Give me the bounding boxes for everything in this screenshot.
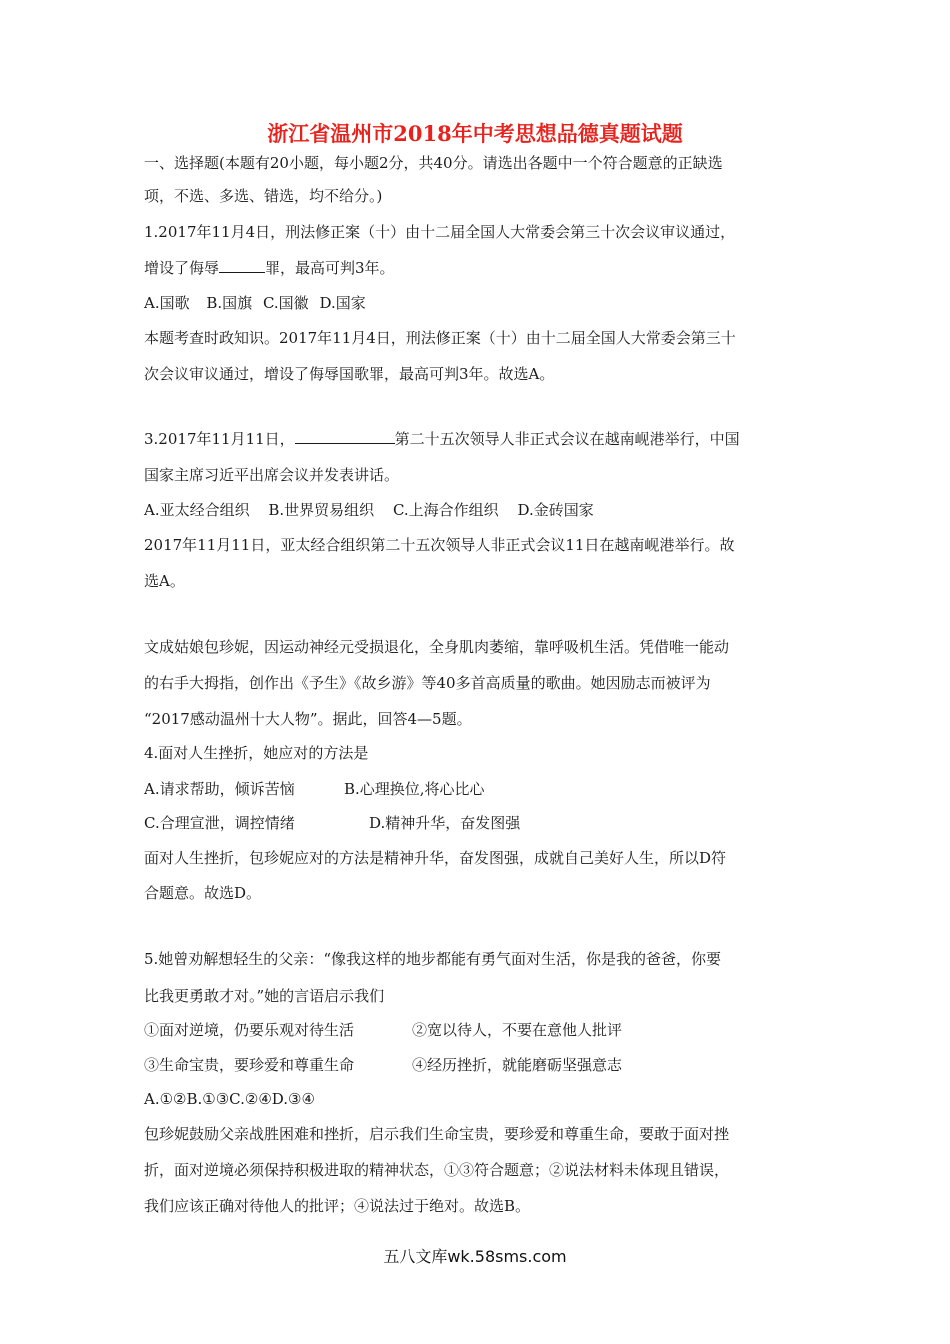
q4-explanation-line-2: 合题意。故选D。 xyxy=(144,884,262,902)
q3-option-c: C.上海合作组织 xyxy=(392,501,499,519)
q1-explanation-line-1: 本题考查时政知识。2017年11月4日，刑法修正案（十）由十二届全国人大常委会第三十 xyxy=(144,329,736,347)
material-line-2: 的右手大拇指，创作出《予生》《故乡游》等40多首高质量的歌曲。她因励志而被评为 xyxy=(144,674,711,692)
q4-options-row-2 xyxy=(144,813,520,833)
q1-stem-line-1: 1.2017年11月4日，刑法修正案（十）由十二届全国人大常委会第三十次会议审议通过， xyxy=(144,223,736,241)
q3-stem-line-2: 国家主席习近平出席会议并发表讲话。 xyxy=(144,466,400,484)
q3-option-d: D.金砖国家 xyxy=(517,501,594,519)
q4-option-d: D.精神升华，奋发图强 xyxy=(369,814,521,832)
q4-options-row-1 xyxy=(144,779,485,799)
q1-options xyxy=(144,293,366,313)
q3-stem-pre: 3.2017年11月11日， xyxy=(144,430,295,448)
section-intro-line-2: 项，不选、多选、错选，均不给分。) xyxy=(144,187,383,205)
q1-answer-blank xyxy=(219,258,265,273)
q3-stem-post: 第二十五次领导人非正式会议在越南岘港举行，中国 xyxy=(394,430,740,448)
q4-explanation-line-1: 面对人生挫折，包珍妮应对的方法是精神升华，奋发图强，成就自己美好人生，所以D符 xyxy=(144,849,727,867)
q5-item-2: ②宽以待人，不要在意他人批评 xyxy=(412,1021,623,1039)
q3-option-a: A.亚太经合组织 xyxy=(144,501,250,519)
q4-option-c: C.合理宣泄，调控情绪 xyxy=(144,814,295,832)
q1-stem-post: 罪，最高可判3年。 xyxy=(265,259,395,277)
page-title: 浙江省温州市2018年中考思想品德真题试题 xyxy=(267,121,683,146)
q1-stem-pre: 增设了侮辱 xyxy=(144,259,220,277)
q5-stem-line-1: 5.她曾劝解想轻生的父亲：“像我这样的地步都能有勇气面对生活，你是我的爸爸，你要 xyxy=(144,950,721,968)
material-line-1: 文成姑娘包珍妮，因运动神经元受损退化，全身肌肉萎缩，靠呼吸机生活。凭借唯一能动 xyxy=(144,638,730,656)
q5-explanation-line-2: 折，面对逆境必须保持积极进取的精神状态，①③符合题意；②说法材料未体现且错误， xyxy=(144,1161,730,1179)
q1-option-c: C.国徽 xyxy=(262,294,309,312)
q1-option-b: B.国旗 xyxy=(206,294,253,312)
q5-explanation-line-3: 我们应该正确对待他人的批评；④说法过于绝对。故选B。 xyxy=(144,1197,531,1215)
q4-option-b: B.心理换位,将心比心 xyxy=(344,780,485,798)
q5-item-4: ④经历挫折，就能磨砺坚强意志 xyxy=(412,1056,623,1074)
q3-explanation-line-2: 选A。 xyxy=(144,572,185,590)
q1-explanation-line-2: 次会议审议通过，增设了侮辱国歌罪，最高可判3年。故选A。 xyxy=(144,365,555,383)
material-line-3: “2017感动温州十大人物”。据此，回答4—5题。 xyxy=(144,710,472,728)
q1-option-d: D.国家 xyxy=(319,294,366,312)
section-intro-line-1: 一、选择题(本题有20小题，每小题2分，共40分。请选出各题中一个符合题意的正缺选 xyxy=(144,154,723,172)
q3-stem-line-1 xyxy=(144,429,740,449)
q3-explanation-line-1: 2017年11月11日，亚太经合组织第二十五次领导人非正式会议11日在越南岘港举行。故 xyxy=(144,536,735,554)
q1-stem-line-2 xyxy=(144,258,395,278)
q3-option-b: B.世界贸易组织 xyxy=(268,501,375,519)
q5-items-row-2 xyxy=(144,1055,622,1075)
q5-explanation-line-1: 包珍妮鼓励父亲战胜困难和挫折，启示我们生命宝贵，要珍爱和尊重生命，要敢于面对挫 xyxy=(144,1125,730,1143)
q5-options: A.①②B.①③C.②④D.③④ xyxy=(144,1090,315,1108)
q3-answer-blank xyxy=(295,429,395,444)
q5-stem-line-2: 比我更勇敢才对。”她的言语启示我们 xyxy=(144,987,385,1005)
footer-watermark: 五八文库wk.58sms.com xyxy=(383,1247,567,1266)
q5-items-row-1 xyxy=(144,1020,622,1040)
q5-item-3: ③生命宝贵，要珍爱和尊重生命 xyxy=(144,1056,355,1074)
q3-options xyxy=(144,500,594,520)
q5-item-1: ①面对逆境，仍要乐观对待生活 xyxy=(144,1021,355,1039)
q4-option-a: A.请求帮助，倾诉苦恼 xyxy=(144,780,295,798)
q1-option-a: A.国歌 xyxy=(144,294,190,312)
q4-stem: 4.面对人生挫折，她应对的方法是 xyxy=(144,744,369,762)
